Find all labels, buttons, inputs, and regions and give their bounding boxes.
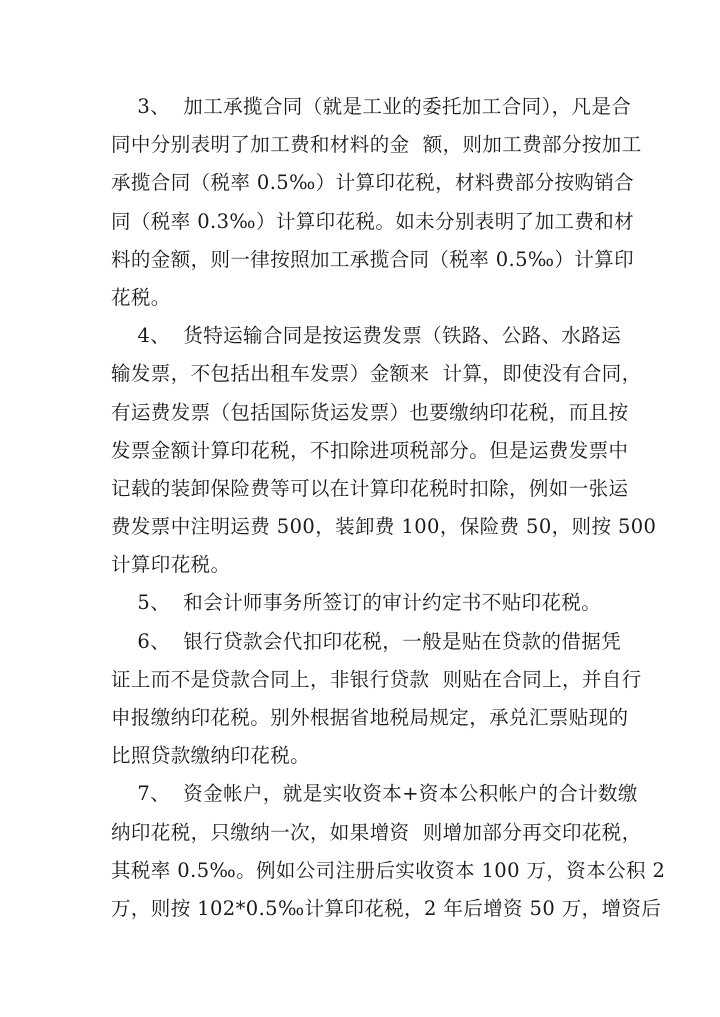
text-line: 同中分别表明了加工费和材料的金 额，则加工费部分按加工	[111, 133, 642, 157]
paragraph-4	[111, 317, 657, 584]
text-line: 花税。	[111, 285, 171, 309]
paragraph-5	[111, 584, 617, 622]
text-line: 5、 和会计师事务所签订的审计约定书不贴印花税。	[111, 591, 602, 615]
text-line: 万，则按 102*0.5‰计算印花税，2 年后增资 50 万，增资后	[111, 896, 662, 920]
text-line: 其税率 0.5‰。例如公司注册后实收资本 100 万，资本公积 2	[111, 858, 666, 882]
text-line: 料的金额，则一律按照加工承揽合同（税率 0.5‰）计算印	[111, 247, 635, 271]
text-line: 证上而不是贷款合同上，非银行贷款 则贴在合同上，并自行	[111, 667, 642, 691]
text-line: 承揽合同（税率 0.5‰）计算印花税，材料费部分按购销合	[111, 171, 635, 195]
document-page	[111, 88, 666, 928]
text-line: 计算印花税。	[111, 553, 231, 577]
text-line: 申报缴纳印花税。别外根据省地税局规定，承兑汇票贴现的	[111, 706, 629, 729]
text-line: 有运费发票（包括国际货运发票）也要缴纳印花税，而且按	[111, 400, 629, 424]
text-line: 发票金额计算印花税，不扣除进项税部分。但是运费发票中	[111, 438, 629, 462]
text-line: 输发票，不包括出租车发票）金额来 计算，即使没有合同，	[111, 362, 642, 386]
text-line: 6、 银行贷款会代扣印花税，一般是贴在贷款的借据凭	[111, 629, 622, 653]
paragraph-6	[111, 623, 642, 776]
text-line: 纳印花税，只缴纳一次，如果增资 则增加部分再交印花税，	[111, 820, 642, 844]
text-line: 7、 资金帐户，就是实收资本+资本公积帐户的合计数缴	[111, 782, 638, 806]
text-line: 费发票中注明运费 500，装卸费 100，保险费 50，则按 500	[111, 515, 657, 539]
text-line: 记载的装卸保险费等可以在计算印花税时扣除，例如一张运	[111, 476, 629, 500]
text-line: 4、 货特运输合同是按运费发票（铁路、公路、水路运	[111, 324, 622, 348]
text-line: 3、 加工承揽合同（就是工业的委托加工合同），凡是合	[111, 95, 632, 118]
paragraph-3	[111, 88, 642, 317]
text-line: 比照贷款缴纳印花税。	[111, 744, 311, 768]
paragraph-7	[111, 775, 666, 928]
text-line: 同（税率 0.3‰）计算印花税。如未分别表明了加工费和材	[111, 209, 635, 233]
